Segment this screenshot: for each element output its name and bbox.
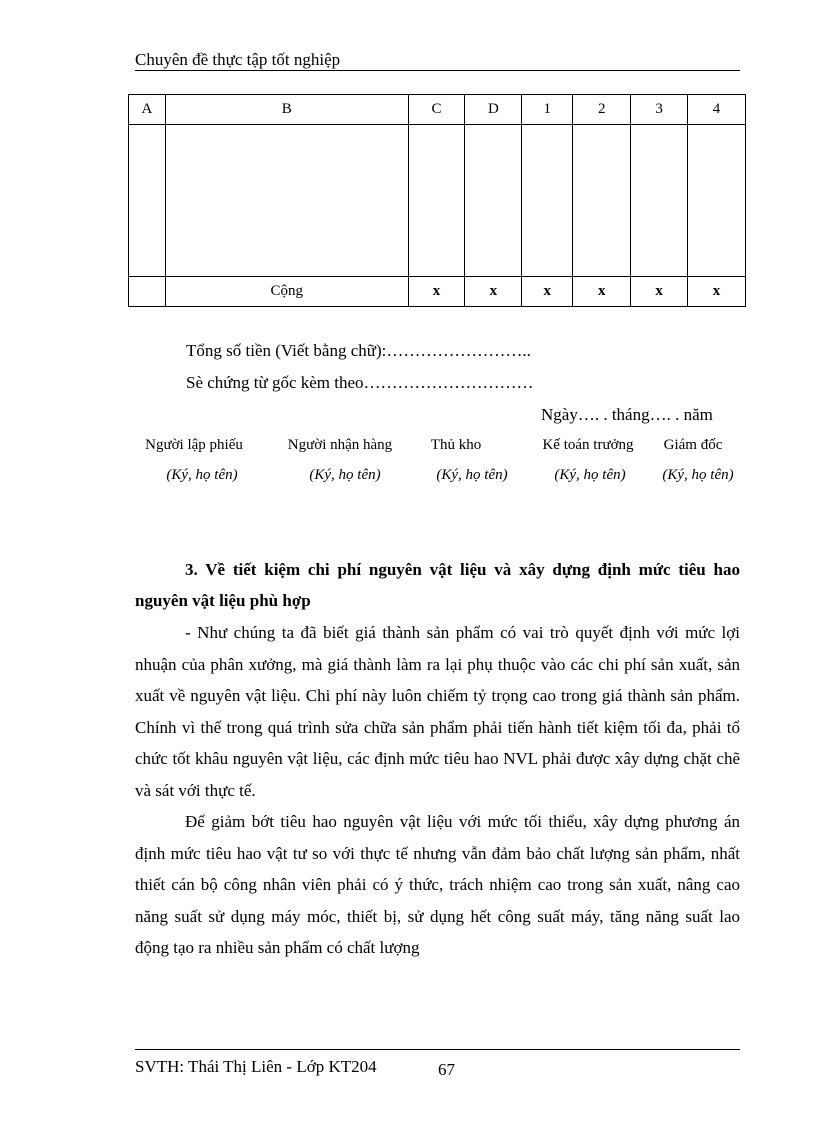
table-cell	[688, 125, 746, 277]
column-header: 4	[688, 95, 746, 125]
table-cell	[165, 125, 408, 277]
total-mark: x	[688, 277, 746, 307]
table-cell	[408, 125, 465, 277]
table-cell	[522, 125, 573, 277]
table-header-row	[129, 95, 746, 125]
signature-note: (Ký, họ tên)	[166, 467, 238, 483]
table-body-row	[129, 125, 746, 277]
total-mark: x	[465, 277, 522, 307]
signature-role: Người nhận hàng	[287, 437, 393, 453]
table-cell	[465, 125, 522, 277]
total-mark: x	[631, 277, 688, 307]
section-heading: 3. Về tiết kiệm chi phí nguyên vật liệu và xây dựng định mức tiêu hao nguyên vật liệu phù hợp	[135, 560, 740, 610]
signature-note: (Ký, họ tên)	[436, 467, 508, 483]
signature-role: Giám đốc	[663, 437, 723, 453]
signature-note: (Ký, họ tên)	[309, 467, 381, 483]
column-header: 2	[573, 95, 631, 125]
column-header: 3	[631, 95, 688, 125]
column-header: D	[465, 95, 522, 125]
column-header: A	[129, 95, 166, 125]
table-cell	[129, 277, 166, 307]
date-line: Ngày…. . tháng…. . năm	[541, 405, 713, 424]
paragraph: Để giảm bớt tiêu hao nguyên vật liệu với mức tối thiểu, xây dựng phương án định mức tiêu hao vật tư so với thực tế nhưng vẫn đảm bảo chất lượng sản phẩm, nhất thiết cán bộ công nhân viên phải có ý thức, trách nhiệm cao trong sản xuất, nâng cao năng suất sử dụng máy móc, thiết bị, sử dụng hết công suất máy, tăng năng suất lao động tạo ra nhiều sản phẩm có chất lượng	[135, 812, 740, 957]
table-cell	[573, 125, 631, 277]
total-mark: x	[408, 277, 465, 307]
header-divider	[135, 70, 740, 71]
body-text	[135, 617, 740, 964]
signature-role: Kế toán trưởng	[542, 437, 634, 453]
total-mark: x	[573, 277, 631, 307]
signature-note: (Ký, họ tên)	[662, 467, 734, 483]
signature-role: Thủ kho	[430, 437, 482, 453]
table-cell	[129, 125, 166, 277]
total-mark: x	[522, 277, 573, 307]
total-amount-line: Tổng số tiền (Viết bằng chữ):……………………..	[186, 341, 531, 360]
table-cell	[631, 125, 688, 277]
table-total-row	[129, 277, 746, 307]
signature-note: (Ký, họ tên)	[554, 467, 626, 483]
footer-divider	[135, 1049, 740, 1050]
total-label: Cộng	[165, 277, 408, 307]
column-header: C	[408, 95, 465, 125]
page-number: 67	[438, 1060, 455, 1079]
ledger-table	[128, 94, 746, 307]
column-header: B	[165, 95, 408, 125]
document-header-title: Chuyên đề thực tập tốt nghiệp	[135, 50, 341, 69]
footer-author: SVTH: Thái Thị Liên - Lớp KT204	[135, 1057, 377, 1076]
signature-role: Người lập phiếu	[145, 437, 243, 453]
column-header: 1	[522, 95, 573, 125]
paragraph: - Như chúng ta đã biết giá thành sản phẩm có vai trò quyết định với mức lợi nhuận của phân xưởng, mà giá thành làm ra lại phụ thuộc vào các chi phí sản xuất, sản xuất về nguyên vật liệu. Chi phí này luôn chiếm tỷ trọng cao trong giá thành sản phẩm. Chính vì thế trong quá trình sửa chữa sản phẩm phải tiến hành tiết kiệm tối đa, phải tổ chức tốt khâu nguyên vật liệu, các định mức tiêu hao NVL phải được xây dựng chặt chẽ và sát với thực tế.	[135, 623, 740, 800]
attached-docs-line: Sè chứng từ gốc kèm theo…………………………	[186, 373, 534, 392]
